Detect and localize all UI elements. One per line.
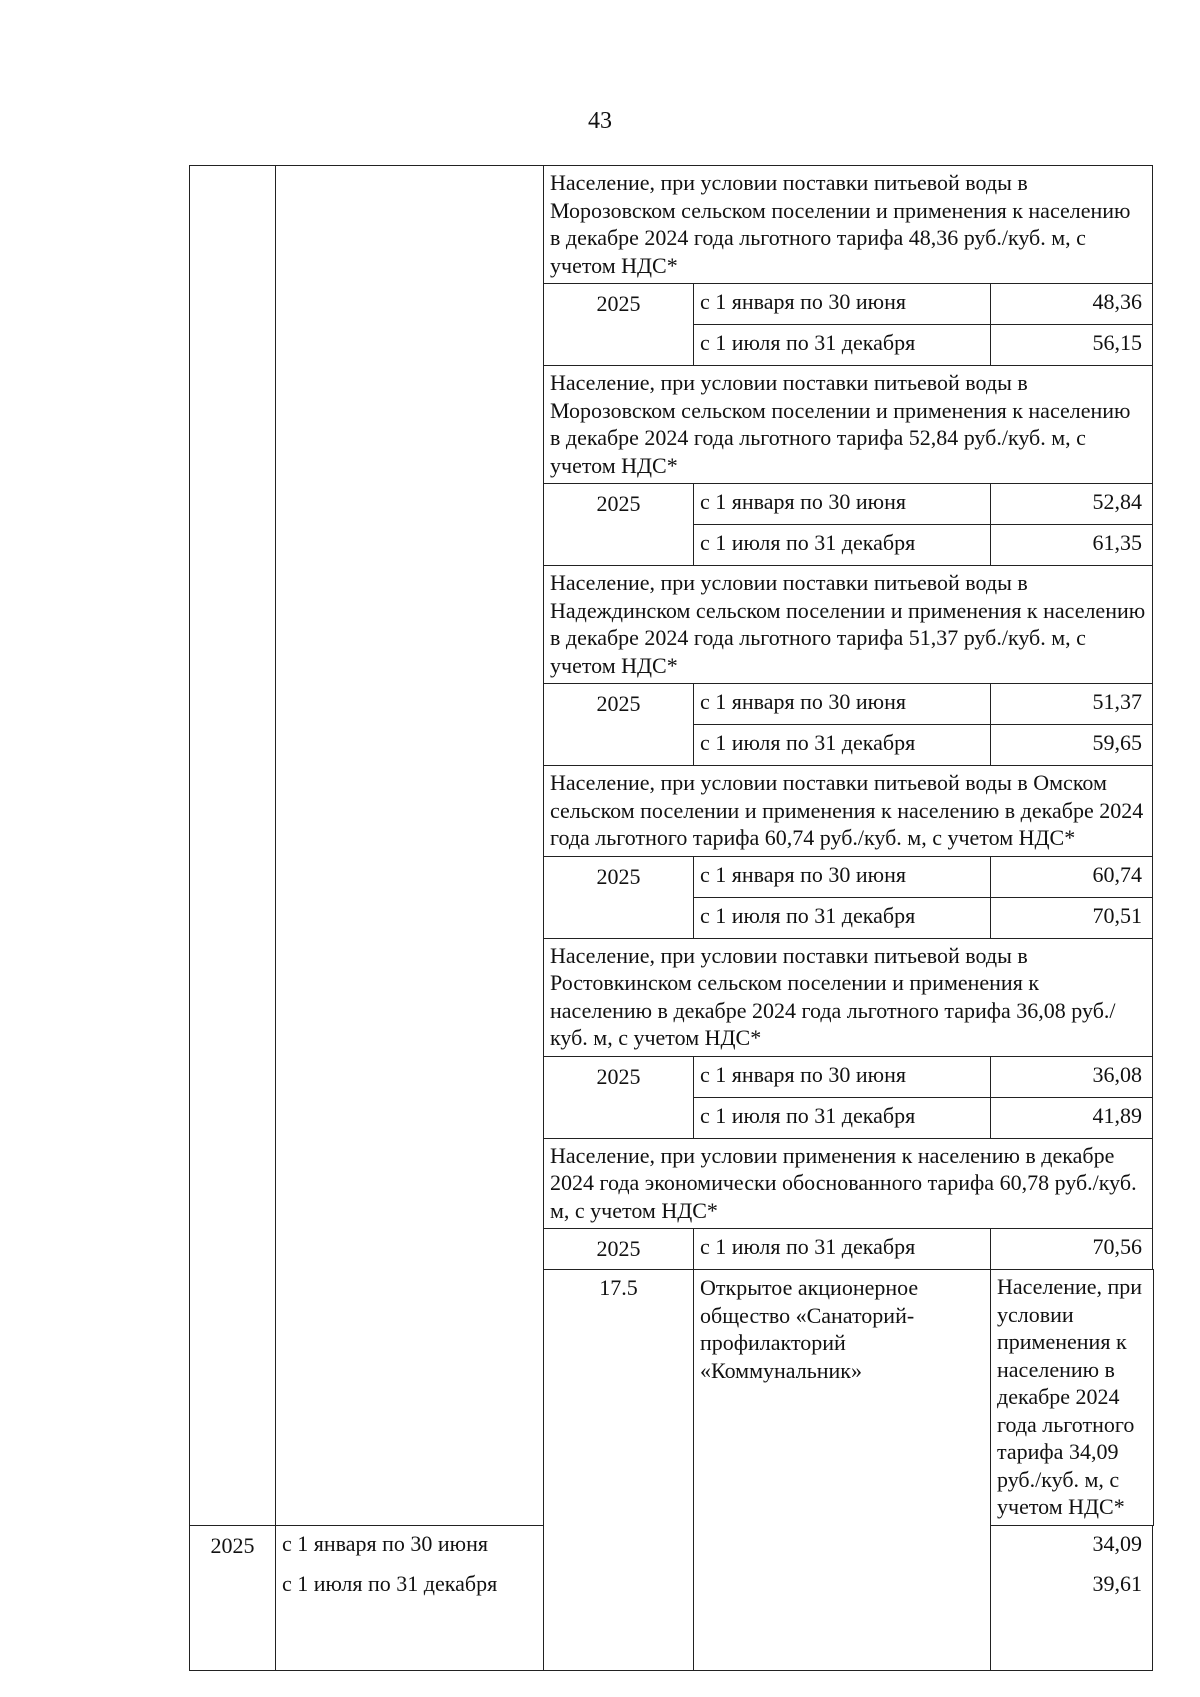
empty-cell <box>991 1606 1153 1671</box>
entry-number-cell <box>190 166 276 1526</box>
tariff-value: 70,56 <box>991 1229 1153 1270</box>
tariff-period: с 1 января по 30 июня <box>694 284 991 325</box>
tariff-value: 39,61 <box>991 1566 1153 1606</box>
tariff-year: 2025 <box>544 1229 694 1270</box>
tariff-period: с 1 июля по 31 декабря <box>694 1097 991 1138</box>
page-number: 43 <box>588 108 612 134</box>
tariff-period: с 1 июля по 31 декабря <box>694 325 991 366</box>
tariff-year: 2025 <box>190 1525 276 1670</box>
tariff-period: с 1 июля по 31 декабря <box>694 725 991 766</box>
tariff-period: с 1 января по 30 июня <box>694 856 991 897</box>
tariff-year: 2025 <box>544 684 694 766</box>
tariff-period: с 1 июля по 31 декабря <box>276 1566 544 1606</box>
tariff-period: с 1 июля по 31 декабря <box>694 525 991 566</box>
tariff-period: с 1 января по 30 июня <box>276 1525 544 1566</box>
tariff-value: 48,36 <box>991 284 1153 325</box>
tariff-description: Население, при условии применения к населению в декабре 2024 года экономически обоснованного тарифа 60,78 руб./куб. м, с учетом НДС* <box>544 1138 1153 1229</box>
tariff-description: Население, при условии поставки питьевой воды в Морозовском сельском поселении и применения к населению в декабре 2024 года льготного тарифа 48,36 руб./куб. м, с учетом НДС* <box>544 166 1153 284</box>
tariff-year: 2025 <box>544 284 694 366</box>
tariff-description: Население, при условии поставки питьевой воды в Надеждинском сельском поселении и применения к населению в декабре 2024 года льготного тарифа 51,37 руб./куб. м, с учетом НДС* <box>544 566 1153 684</box>
tariff-value: 60,74 <box>991 856 1153 897</box>
tariff-description: Население, при условии поставки питьевой воды в Омском сельском поселении и применения к населению в декабре 2024 года льготного тарифа 60,74 руб./куб. м, с учетом НДС* <box>544 766 1153 857</box>
tariff-period: с 1 января по 30 июня <box>694 1056 991 1097</box>
tariff-year: 2025 <box>544 856 694 938</box>
tariff-value: 36,08 <box>991 1056 1153 1097</box>
tariff-description: Население, при условии поставки питьевой воды в Ростовкинском сельском поселении и применения к населению в декабре 2024 года льготного тарифа 36,08 руб./куб. м, с учетом НДС* <box>544 938 1153 1056</box>
empty-cell <box>276 1606 544 1671</box>
tariff-period: с 1 июля по 31 декабря <box>694 897 991 938</box>
tariff-year: 2025 <box>544 484 694 566</box>
organization-name: Открытое акционерное общество «Санаторий-профилакторий «Коммунальник» <box>694 1270 991 1671</box>
tariff-description: Население, при условии применения к населению в декабре 2024 года льготного тарифа 34,09 руб./куб. м, с учетом НДС* <box>991 1270 1154 1526</box>
table-row <box>190 166 1154 284</box>
organization-cell <box>276 166 544 1526</box>
tariff-value: 34,09 <box>991 1525 1153 1566</box>
tariff-description: Население, при условии поставки питьевой воды в Морозовском сельском поселении и применения к населению в декабре 2024 года льготного тарифа 52,84 руб./куб. м, с учетом НДС* <box>544 366 1153 484</box>
tariff-year: 2025 <box>544 1056 694 1138</box>
tariff-period: с 1 января по 30 июня <box>694 484 991 525</box>
tariff-period: с 1 января по 30 июня <box>694 684 991 725</box>
tariff-period: с 1 июля по 31 декабря <box>694 1229 991 1270</box>
tariff-table <box>189 165 1154 1671</box>
tariff-value: 61,35 <box>991 525 1153 566</box>
tariff-value: 56,15 <box>991 325 1153 366</box>
tariff-value: 59,65 <box>991 725 1153 766</box>
entry-number: 17.5 <box>544 1270 694 1671</box>
tariff-value: 52,84 <box>991 484 1153 525</box>
tariff-value: 41,89 <box>991 1097 1153 1138</box>
tariff-value: 70,51 <box>991 897 1153 938</box>
tariff-value: 51,37 <box>991 684 1153 725</box>
